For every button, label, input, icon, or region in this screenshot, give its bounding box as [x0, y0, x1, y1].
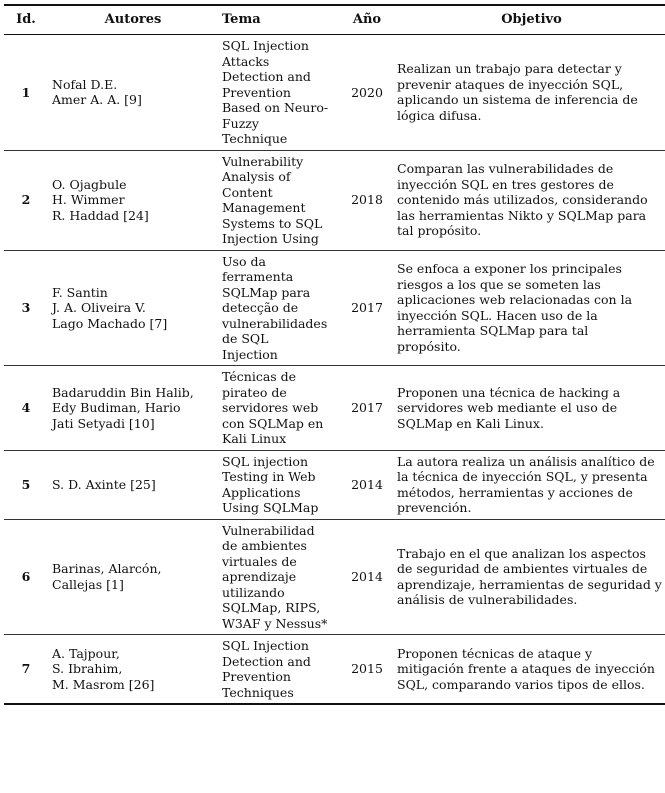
cell-objetivo: Realizan un trabajo para detectar y prevenir ataques de inyección SQL, aplicando un sistema de inferencia de lógica difusa.: [393, 35, 665, 151]
cell-autores: A. Tajpour, S. Ibrahim, M. Masrom [26]: [48, 635, 218, 705]
cell-tema: Vulnerability Analysis of Content Management Systems to SQL Injection Using: [218, 150, 341, 250]
cell-tema: Uso da ferramenta SQLMap para detecção de vulnerabilidades de SQL Injection: [218, 250, 341, 366]
table-row: [4, 635, 665, 705]
cell-anio: 2014: [341, 450, 393, 519]
cell-id: 4: [4, 366, 48, 451]
cell-id: 5: [4, 450, 48, 519]
cell-tema: Técnicas de pirateo de servidores web con SQLMap en Kali Linux: [218, 366, 341, 451]
cell-objetivo: Se enfoca a exponer los principales riesgos a los que se someten las aplicaciones web relacionadas con la inyección SQL. Hacen uso de la herramienta SQLMap para tal propósito.: [393, 250, 665, 366]
cell-autores: Nofal D.E. Amer A. A. [9]: [48, 35, 218, 151]
cell-anio: 2015: [341, 635, 393, 705]
table-row: [4, 450, 665, 519]
cell-anio: 2020: [341, 35, 393, 151]
cell-objetivo: Proponen técnicas de ataque y mitigación frente a ataques de inyección SQL, comparando varios tipos de ellos.: [393, 635, 665, 705]
header-tema: Tema: [218, 5, 341, 35]
table-row: [4, 519, 665, 635]
header-id: Id.: [4, 5, 48, 35]
table-row: [4, 150, 665, 250]
cell-tema: SQL Injection Detection and Prevention Techniques: [218, 635, 341, 705]
cell-objetivo: Proponen una técnica de hacking a servidores web mediante el uso de SQLMap en Kali Linux.: [393, 366, 665, 451]
table-header-row: [4, 5, 665, 35]
cell-id: 6: [4, 519, 48, 635]
header-autores: Autores: [48, 5, 218, 35]
cell-anio: 2014: [341, 519, 393, 635]
literature-review-table: [4, 4, 665, 705]
table-row: [4, 366, 665, 451]
cell-autores: F. Santin J. A. Oliveira V. Lago Machado [7]: [48, 250, 218, 366]
cell-id: 3: [4, 250, 48, 366]
cell-autores: Barinas, Alarcón, Callejas [1]: [48, 519, 218, 635]
cell-objetivo: Comparan las vulnerabilidades de inyección SQL en tres gestores de contenido más utilizados, considerando las herramientas Nikto y SQLMap para tal propósito.: [393, 150, 665, 250]
cell-tema: SQL injection Testing in Web Applications Using SQLMap: [218, 450, 341, 519]
cell-id: 2: [4, 150, 48, 250]
cell-anio: 2018: [341, 150, 393, 250]
cell-tema: Vulnerabilidad de ambientes virtuales de aprendizaje utilizando SQLMap, RIPS, W3AF y Nessus*: [218, 519, 341, 635]
header-objetivo: Objetivo: [393, 5, 665, 35]
cell-tema: SQL Injection Attacks Detection and Prevention Based on Neuro- Fuzzy Technique: [218, 35, 341, 151]
cell-autores: O. Ojagbule H. Wimmer R. Haddad [24]: [48, 150, 218, 250]
header-anio: Año: [341, 5, 393, 35]
cell-objetivo: La autora realiza un análisis analítico de la técnica de inyección SQL, y presenta métodos, herramientas y acciones de prevención.: [393, 450, 665, 519]
cell-autores: S. D. Axinte [25]: [48, 450, 218, 519]
cell-id: 7: [4, 635, 48, 705]
cell-anio: 2017: [341, 366, 393, 451]
cell-anio: 2017: [341, 250, 393, 366]
cell-autores: Badaruddin Bin Halib, Edy Budiman, Hario Jati Setyadi [10]: [48, 366, 218, 451]
cell-objetivo: Trabajo en el que analizan los aspectos de seguridad de ambientes virtuales de aprendizaje, herramientas de seguridad y análisis de vulnerabilidades.: [393, 519, 665, 635]
cell-id: 1: [4, 35, 48, 151]
table-row: [4, 35, 665, 151]
table-row: [4, 250, 665, 366]
